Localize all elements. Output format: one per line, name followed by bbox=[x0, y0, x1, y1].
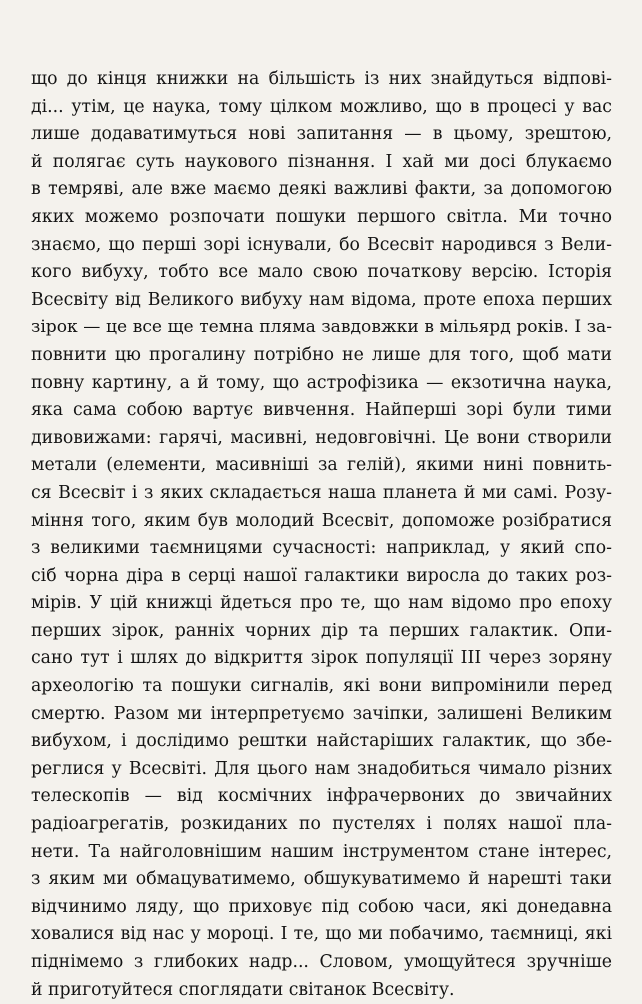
text-line: яких можемо розпочати пошуки першого світла. Ми точно bbox=[31, 206, 612, 227]
text-line: лише додаватимуться нові запитання — в цьому, зрештою, bbox=[31, 124, 612, 145]
text-line: метали (елементи, масивніші за гелій), якими нині повнить- bbox=[31, 455, 612, 476]
text-line: телескопів — від космічних інфрачервоних до звичайних bbox=[31, 786, 612, 807]
text-line: повнити цю прогалину потрібно не лише для того, щоб мати bbox=[31, 344, 612, 365]
text-line: реглися у Всесвіті. Для цього нам знадобиться чимало різних bbox=[31, 758, 612, 779]
text-line: перших зірок, ранніх чорних дір та перших галактик. Опи- bbox=[31, 620, 612, 641]
text-line: повну картину, а й тому, що астрофізика — екзотична наука, bbox=[31, 372, 612, 393]
text-line: радіоагрегатів, розкиданих по пустелях і полях нашої пла- bbox=[31, 814, 612, 835]
text-line: вибухом, і дослідимо рештки найстаріших галактик, що збе- bbox=[31, 731, 612, 752]
text-line: нети. Та найголовнішим нашим інструментом стане інтерес, bbox=[31, 841, 612, 862]
text-line: мірів. У цій книжці йдеться про те, що нам відомо про епоху bbox=[31, 593, 612, 614]
text-line: й приготуйтеся споглядати світанок Всесвіту. bbox=[31, 979, 455, 1000]
text-line: Всесвіту від Великого вибуху нам відома, проте епоха перших bbox=[31, 289, 612, 310]
text-line: міння того, яким був молодий Всесвіт, допоможе розібратися bbox=[31, 510, 612, 531]
text-line: ся Всесвіт і з яких складається наша планета й ми самі. Розу- bbox=[31, 482, 612, 503]
text-line: сано тут і шлях до відкриття зірок популяції III через зоряну bbox=[31, 648, 612, 669]
text-line: кого вибуху, тобто все мало свою початкову версію. Історія bbox=[31, 262, 612, 283]
text-line: дивовижами: гарячі, масивні, недовговічні. Це вони створили bbox=[31, 427, 612, 448]
text-line: знаємо, що перші зорі існували, бо Всесвіт народився з Вели- bbox=[31, 234, 612, 255]
text-line: з великими таємницями сучасності: наприклад, у який спо- bbox=[31, 538, 612, 559]
text-line: ховалися від нас у мороці. І те, що ми побачимо, таємниці, які bbox=[31, 924, 612, 945]
text-line: ді... утім, це наука, тому цілком можливо, що в процесі у вас bbox=[31, 96, 612, 117]
text-line: яка сама собою вартує вивчення. Найперші зорі були тими bbox=[31, 400, 612, 421]
text-line: зірок — це все ще темна пляма завдовжки в мільярд років. І за- bbox=[31, 317, 612, 338]
text-line: піднімемо з глибоких надр... Словом, умощуйтеся зручніше bbox=[31, 952, 612, 972]
text-line: археологію та пошуки сигналів, які вони випромінили перед bbox=[31, 676, 612, 697]
text-line: відчинимо ляду, що приховує під собою часи, які донедавна bbox=[31, 896, 612, 917]
body-paragraph bbox=[31, 66, 612, 1004]
text-line: що до кінця книжки на більшість із них знайдуться відпові- bbox=[31, 69, 612, 89]
text-line: з яким ми обмацуватимемо, обшукуватимемо й нарешті таки bbox=[31, 869, 612, 890]
text-line: смертю. Разом ми інтерпретуємо зачіпки, залишені Великим bbox=[31, 703, 612, 724]
text-line: й полягає суть наукового пізнання. І хай ми досі блукаємо bbox=[31, 151, 612, 172]
text-line: в темряві, але вже маємо деякі важливі факти, за допомогою bbox=[31, 179, 612, 200]
text-line: сіб чорна діра в серці нашої галактики виросла до таких роз- bbox=[31, 565, 612, 586]
